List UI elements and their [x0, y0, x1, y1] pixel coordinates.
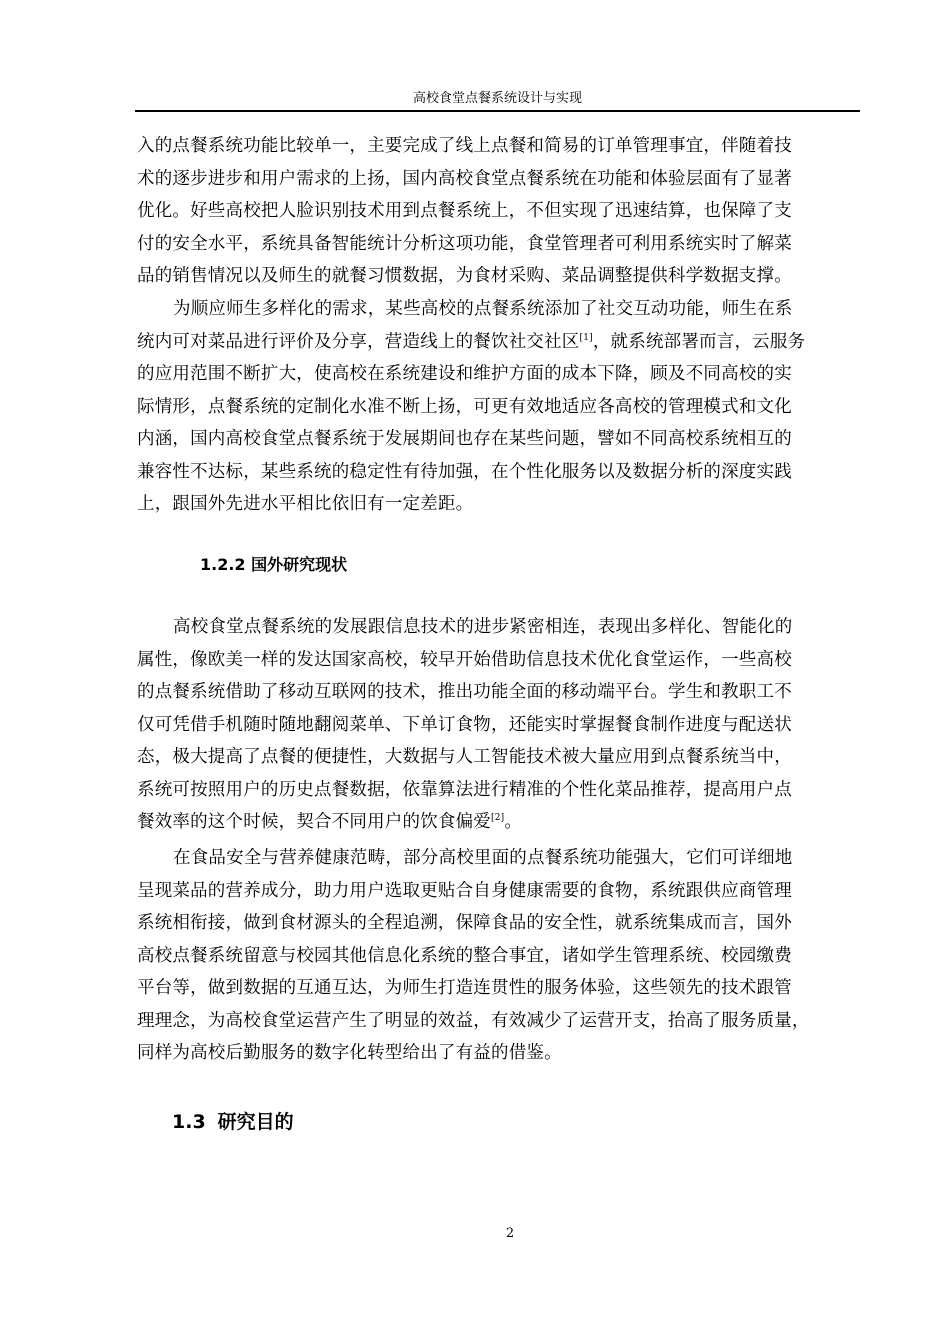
paragraph-foreign-overview	[137, 611, 793, 839]
subsection-heading-1-2-2: 1.2.2 国外研究现状	[200, 555, 348, 574]
section-title: 研究目的	[217, 1111, 294, 1133]
text-line: 为顺应师生多样化的需求，某些高校的点餐系统添加了社交互动功能，师生在系	[173, 299, 793, 319]
text-segment: 统内可对菜品进行评价及分享，营造线上的餐饮社交社区	[137, 331, 580, 352]
text-line: 上，跟国外先进水平相比依旧有一定差距。	[137, 494, 474, 514]
text-line: 仅可凭借手机随时随地翻阅菜单、下单订食物，还能实时掌握餐食制作进度与配送状	[137, 714, 792, 735]
paragraph-domestic-social	[137, 293, 805, 521]
text-line: 高校点餐系统留意与校园其他信息化系统的整合事宜，诸如学生管理系统、校园缴费	[137, 945, 792, 966]
citation-ref: [2]	[491, 813, 505, 823]
text-line: 入的点餐系统功能比较单一，主要完成了线上点餐和简易的订单管理事宜，伴随着技	[137, 136, 792, 156]
text-line-with-citation	[137, 326, 805, 359]
citation-ref: [1]	[579, 332, 593, 343]
text-line: 态，极大提高了点餐的便捷性，大数据与人工智能技术被大量应用到点餐系统当中，	[137, 747, 792, 767]
text-line: 呈现菜品的营养成分，助力用户选取更贴合自身健康需要的食物，系统跟供应商管理	[137, 880, 792, 901]
text-line: 系统可按照用户的历史点餐数据，依靠算法进行精准的个性化菜品推荐，提高用户点	[137, 779, 792, 800]
page-number: 2	[505, 1226, 515, 1241]
text-line: 内涵，国内高校食堂点餐系统于发展期间也存在某些问题，譬如不同高校系统相互的	[137, 429, 792, 449]
text-line: 际情形，点餐系统的定制化水准不断上扬，可更有效地适应各高校的管理模式和文化	[137, 396, 792, 417]
text-line: 同样为高校后勤服务的数字化转型给出了有益的借鉴。	[137, 1043, 562, 1063]
text-line: 品的销售情况以及师生的就餐习惯数据，为食材采购、菜品调整提供科学数据支撑。	[137, 266, 792, 286]
text-segment: 。	[504, 812, 523, 832]
section-number: 1.3	[172, 1111, 206, 1133]
paragraph-food-safety	[137, 842, 810, 1070]
text-line: 优化。好些高校把人脸识别技术用到点餐系统上，不但实现了迅速结算，也保障了支	[137, 201, 792, 221]
text-line: 兼容性不达标，某些系统的稳定性有待加强，在个性化服务以及数据分析的深度实践	[137, 461, 792, 482]
text-line: 术的逐步进步和用户需求的上扬，国内高校食堂点餐系统在功能和体验层面有了显著	[137, 168, 792, 189]
section-heading-1-3	[172, 1108, 294, 1136]
running-header	[135, 90, 860, 112]
text-line: 属性，像欧美一样的发达国家高校，较早开始借助信息技术优化食堂运作，一些高校	[137, 649, 792, 670]
paragraph-continuation	[137, 130, 792, 293]
header-title: 高校食堂点餐系统设计与实现	[412, 91, 582, 106]
text-segment: 餐效率的这个时候，契合不同用户的饮食偏爱	[137, 812, 491, 832]
text-line: 平台等，做到数据的互通互达，为师生打造连贯性的服务体验，这些领先的技术跟管	[137, 978, 792, 998]
text-line: 系统相衔接，做到食材源头的全程追溯，保障食品的安全性，就系统集成而言，国外	[137, 913, 792, 933]
text-line: 理理念，为高校食堂运营产生了明显的效益，有效减少了运营开支，抬高了服务质量，	[137, 1010, 810, 1031]
text-line: 在食品安全与营养健康范畴，部分高校里面的点餐系统功能强大，它们可详细地	[173, 848, 793, 868]
text-line-with-citation	[137, 806, 793, 839]
text-line: 的点餐系统借助了移动互联网的技术，推出功能全面的移动端平台。学生和教职工不	[137, 682, 792, 702]
text-line: 的应用范围不断扩大，使高校在系统建设和维护方面的成本下降，顾及不同高校的实	[137, 364, 792, 384]
text-line: 付的安全水平，系统具备智能统计分析这项功能，食堂管理者可利用系统实时了解菜	[137, 233, 792, 254]
text-line: 高校食堂点餐系统的发展跟信息技术的进步紧密相连，表现出多样化、智能化的	[173, 617, 793, 637]
text-segment: ，就系统部署而言，云服务	[592, 331, 806, 352]
